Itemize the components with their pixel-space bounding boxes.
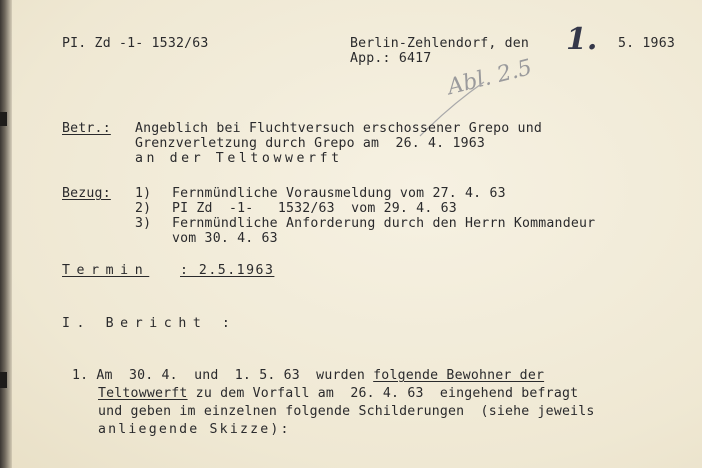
paragraph-line: anliegende Skizze): xyxy=(98,422,291,437)
subject-line: Grenzverletzung durch Grepo am 26. 4. 1963 xyxy=(135,136,486,151)
paragraph-line: 1. Am 30. 4. und 1. 5. 63 wurden folgende Bewohner der xyxy=(72,368,545,383)
reference-item-text: Fernmündliche Vorausmeldung vom 27. 4. 63 xyxy=(172,186,506,201)
reference-item-text: PI Zd -1- 1532/63 vom 29. 4. 63 xyxy=(172,201,457,216)
reference-item-number: 2) xyxy=(135,201,152,216)
reference-number: PI. Zd -1- 1532/63 xyxy=(62,36,209,51)
paragraph-line: Teltowwerft zu dem Vorfall am 26. 4. 63 eingehend befragt xyxy=(98,386,579,401)
reference-label: Bezug: xyxy=(62,186,111,201)
pencil-annotation: Abl. 2.5 xyxy=(445,55,535,101)
subject-label: Betr.: xyxy=(62,121,111,136)
subject-line: Angeblich bei Fluchtversuch erschossener Grepo und xyxy=(135,121,542,136)
reference-item-text: vom 30. 4. 63 xyxy=(172,231,278,246)
handwritten-day: 1. xyxy=(566,22,598,57)
page-binding-edge xyxy=(0,0,12,468)
subject-line: an der Teltowwerft xyxy=(135,151,343,166)
deadline-value: : 2.5.1963 xyxy=(180,263,275,278)
reference-item-text: Fernmündliche Anforderung durch den Herrn Kommandeur xyxy=(172,216,596,231)
hole-punch-mark xyxy=(0,112,7,126)
date-month-year: 5. 1963 xyxy=(618,36,675,51)
section-heading: I. Bericht : xyxy=(62,316,237,331)
paragraph-line: und geben im einzelnen folgende Schilderungen (siehe jeweils xyxy=(98,404,595,419)
place-and-date-prefix: Berlin-Zehlendorf, den xyxy=(350,36,530,51)
hole-punch-mark xyxy=(0,372,7,388)
deadline-label: Termin xyxy=(62,263,150,278)
reference-item-number: 1) xyxy=(135,186,152,201)
app-number: App.: 6417 xyxy=(350,51,432,66)
reference-item-number: 3) xyxy=(135,216,152,231)
